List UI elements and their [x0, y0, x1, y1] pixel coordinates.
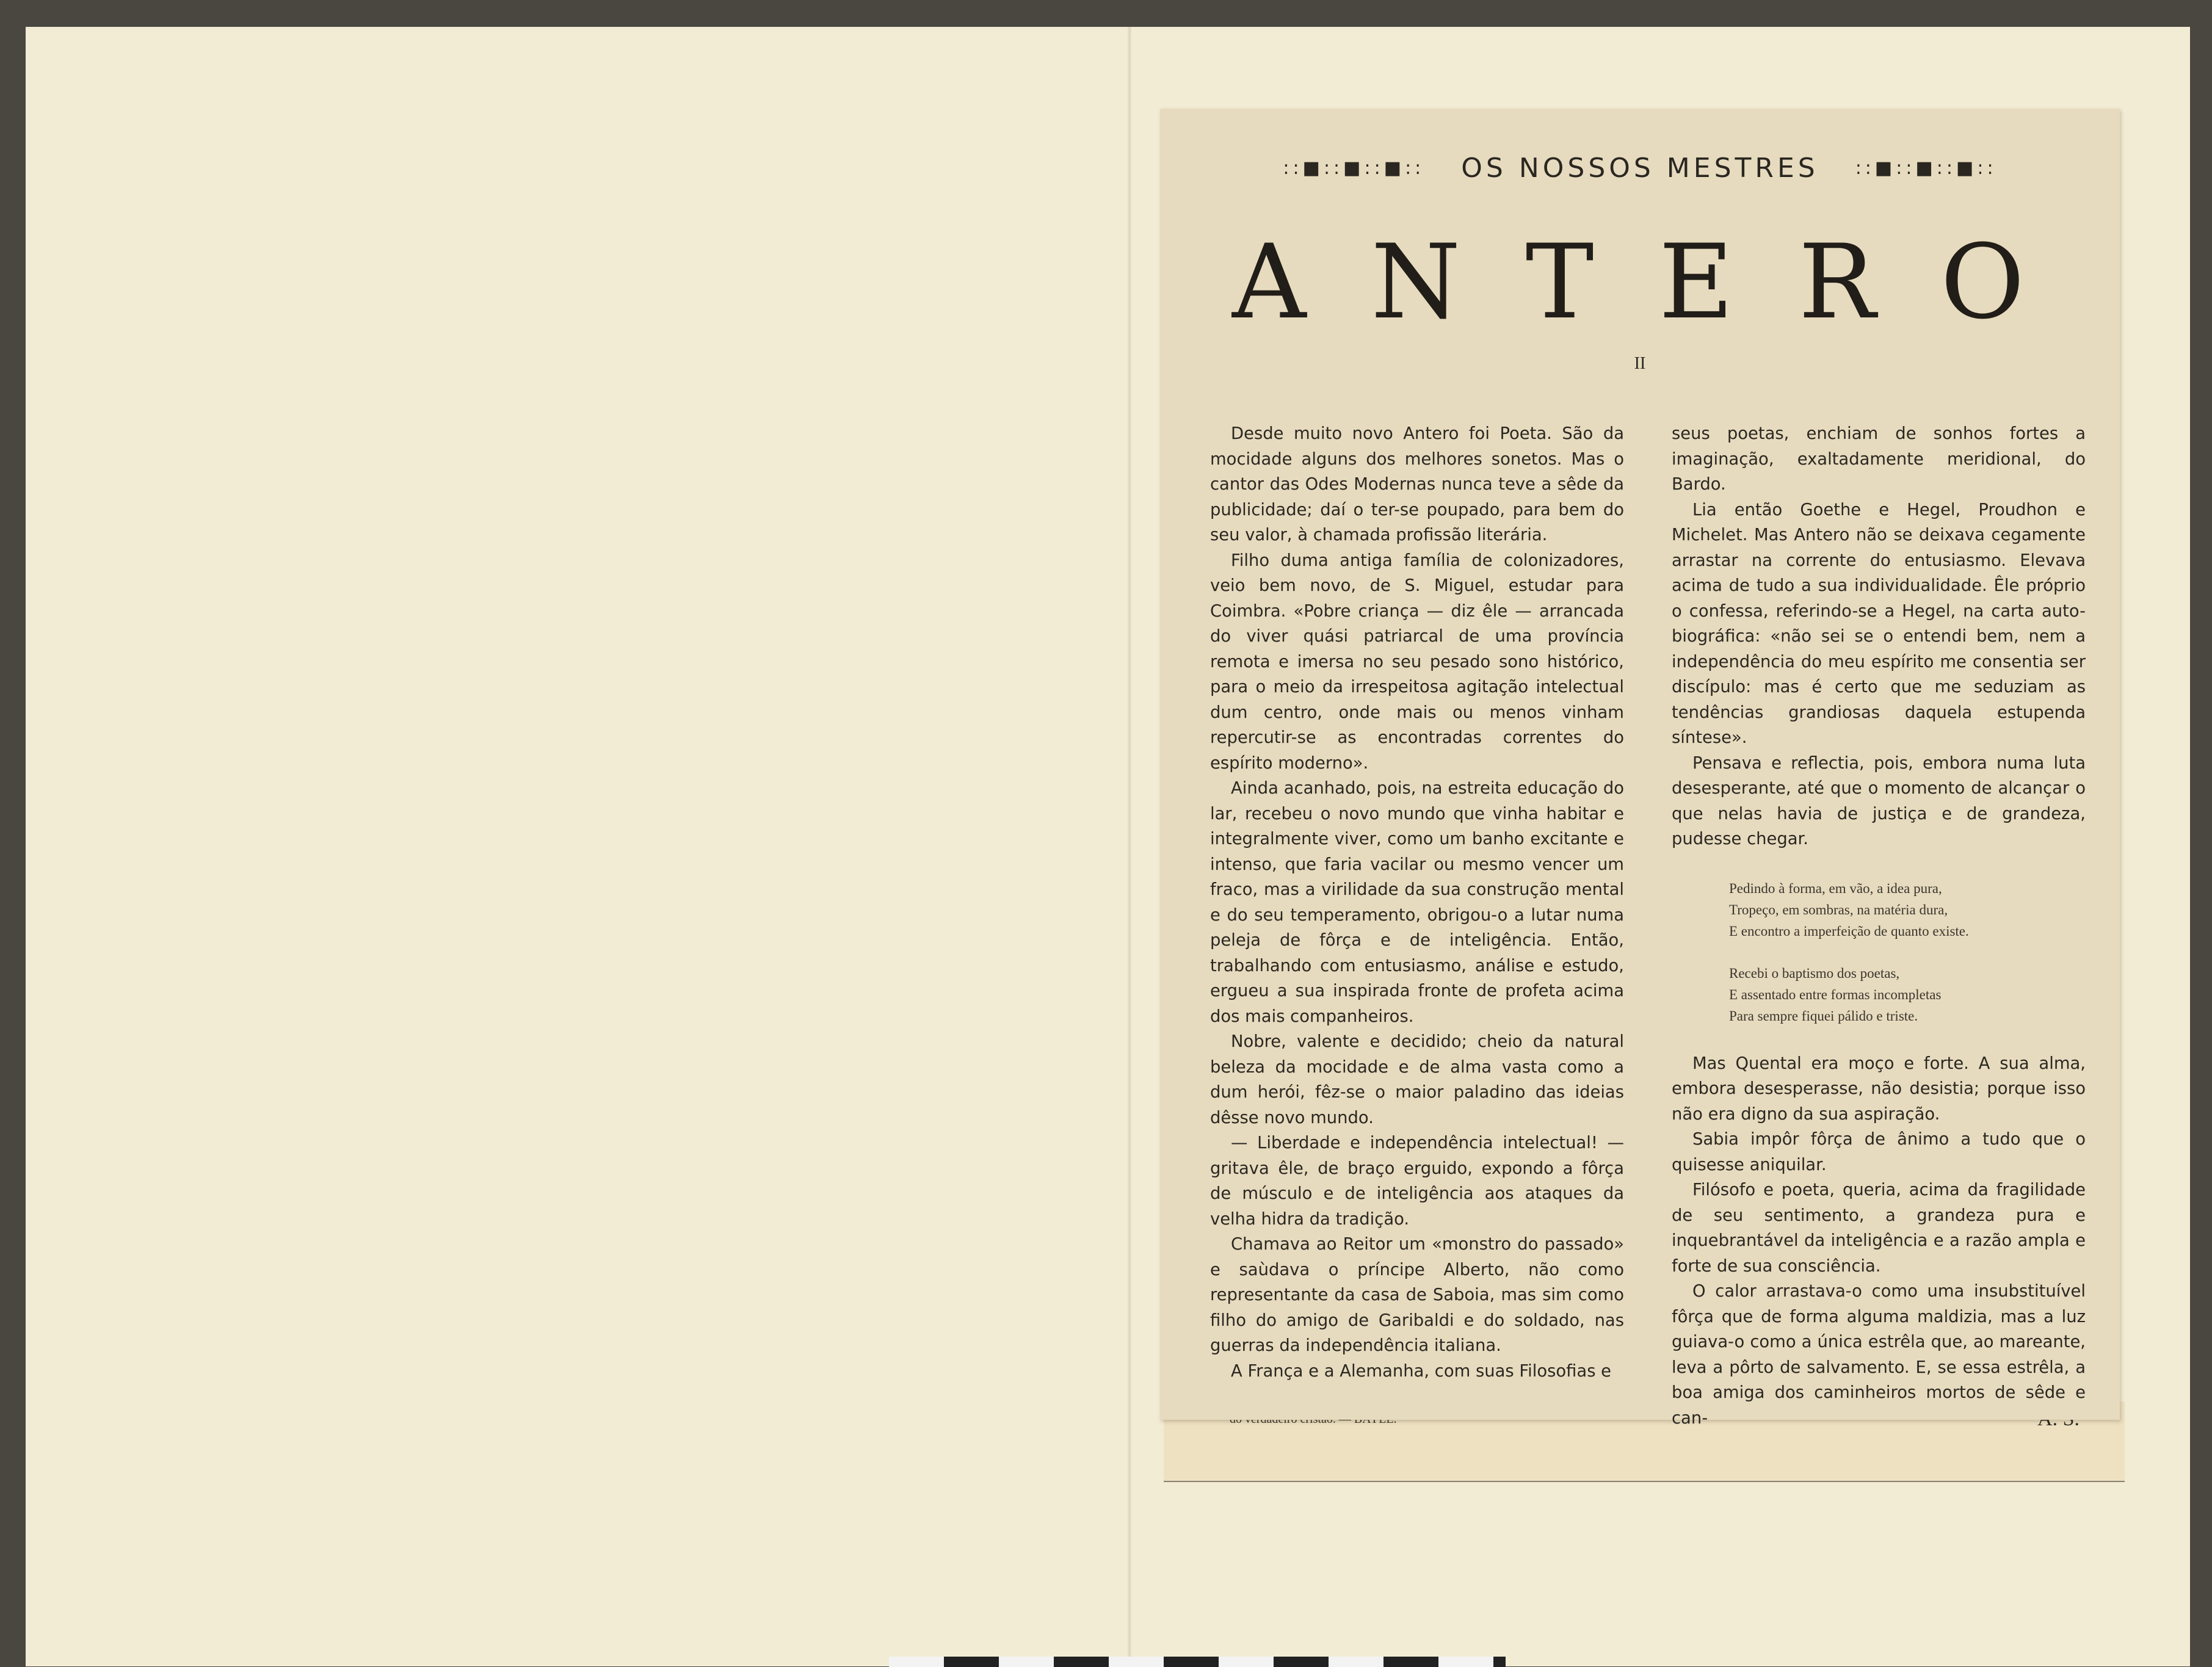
title-letter: N [1371, 222, 1461, 342]
title-letter: E [1658, 222, 1734, 342]
paragraph: Ainda acanhado, pois, na estreita educação do lar, recebeu o novo mundo que vinha habitar e integralmente viver, como um banho excitante e intenso, que faria vacilar ou mesmo vencer um fraco, mas a virilidade da sua construção mental e do seu temperamento, obrigou-o a lutar numa peleja de fôrça e de inteligência. Então, trabalhando com entusiasmo, análise e estudo, ergueu a sua inspirada fronte de profeta acima dos mais companheiros. [1210, 779, 1624, 1026]
paragraph: A França e a Alemanha, com suas Filosofias e [1231, 1361, 1612, 1381]
poem-stanza [1729, 963, 2086, 1027]
paragraph: Filho duma antiga família de colonizadores, veio bem novo, de S. Miguel, estudar para Coimbra. «Pobre criança — diz êle — arrancada do viver quási patriarcal de uma província remota e imersa no seu pesado sono histórico, para o meio da irrespeitosa agitação intelectual dum centro, onde mais ou menos vinham repercutir-se as encontradas correntes do espírito moderno». [1210, 551, 1624, 773]
paragraph: O calor arrastava-o como uma insubstituível fôrça que de forma alguma maldizia, mas a luz guiava-o como a única estrêla que, ao mareante, leva a pôrto de salvamento. E, se essa estrêla, a boa amiga dos caminheiros mortos de sêde e can- [1672, 1282, 2086, 1428]
quoted-poem [1729, 878, 2086, 1027]
ornament-left: ::■::■::■:: [1283, 157, 1425, 179]
paragraph: Desde muito novo Antero foi Poeta. São da mocidade alguns dos melhores sonetos. Mas o cantor das Odes Modernas nunca teve a sêde da publicidade; daí o ter-se poupado, para bem do seu valor, à chamada profissão literária. [1210, 424, 1624, 544]
article-title [1232, 222, 2025, 342]
title-letter: A [1232, 222, 1307, 342]
paragraph: Chamava ao Reitor um «monstro do passado» e saùdava o príncipe Alberto, não como representante da casa de Saboia, mas sim como filho do amigo de Garibaldi e do soldado, nas guerras da independência italiana. [1210, 1235, 1624, 1355]
archive-scale-bar [889, 1657, 1506, 1667]
title-letter: R [1798, 222, 1876, 342]
paragraph: — Liberdade e independência intelectual! — gritava êle, de braço erguido, expondo a fôrça de músculo e de inteligência aos ataques da velha hidra da tradição. [1210, 1134, 1624, 1229]
title-letter: O [1940, 222, 2025, 342]
poem-line: Para sempre fiquei pálido e triste. [1729, 1008, 1918, 1024]
poem-stanza [1729, 878, 2086, 942]
paragraph: Filósofo e poeta, queria, acima da fragilidade de seu sentimento, a grandeza pura e inquebrantável da inteligência e a razão ampla e forte de sua consciência. [1672, 1181, 2086, 1276]
title-letter: T [1525, 222, 1594, 342]
right-text-column [1672, 421, 2086, 1431]
center-fold [1127, 27, 1132, 1666]
paragraph: Nobre, valente e decidido; cheio da natural beleza da mocidade e de alma vasta como a dum herói, fêz-se o maior paladino das ideias dêsse novo mundo. [1210, 1032, 1624, 1127]
right-column-lower [1672, 1051, 2086, 1431]
left-text-column [1210, 421, 1624, 1384]
paragraph: Sabia impôr fôrça de ânimo a tudo que o quisesse aniquilar. [1672, 1130, 2086, 1174]
paragraph: seus poetas, enchiam de sonhos fortes a imaginação, exaltadamente meridional, do Bardo. [1672, 424, 2086, 494]
section-title: OS NOSSOS MESTRES [1461, 153, 1819, 184]
poem-line: Pedindo à forma, em vão, a idea pura, [1729, 880, 1942, 896]
paragraph: Pensava e reflectia, pois, embora numa luta desesperante, até que o momento de alcançar o que nelas havia de justiça e de grandeza, pudesse chegar. [1672, 753, 2086, 848]
poem-line: E assentado entre formas incompletas [1729, 986, 1942, 1002]
section-header [1160, 153, 2120, 184]
paragraph: Mas Quental era moço e forte. A sua alma, embora desesperasse, não desistia; porque isso não era digno da sua aspiração. [1672, 1054, 2086, 1124]
poem-line: Tropeço, em sombras, na matéria dura, [1729, 902, 1948, 917]
poem-line: Recebi o baptismo dos poetas, [1729, 965, 1900, 981]
paragraph: Lia então Goethe e Hegel, Proudhon e Michelet. Mas Antero não se deixava cegamente arrastar na corrente do entusiasmo. Elevava acima de tudo a sua individualidade. Êle próprio o confessa, referindo-se a Hegel, na carta auto-biográfica: «não sei se o entendi bem, nem a independência do meu espírito me consentia ser discípulo: mas é certo que me seduziam as tendências grandiosas daquela estupenda síntese». [1672, 500, 2086, 747]
poem-line: E encontro a imperfeição de quanto existe. [1729, 923, 1969, 939]
ornament-right: ::■::■::■:: [1855, 157, 1997, 179]
part-numeral: II [1634, 354, 1646, 373]
right-column-upper [1672, 421, 2086, 852]
newspaper-clipping [1160, 109, 2120, 1428]
